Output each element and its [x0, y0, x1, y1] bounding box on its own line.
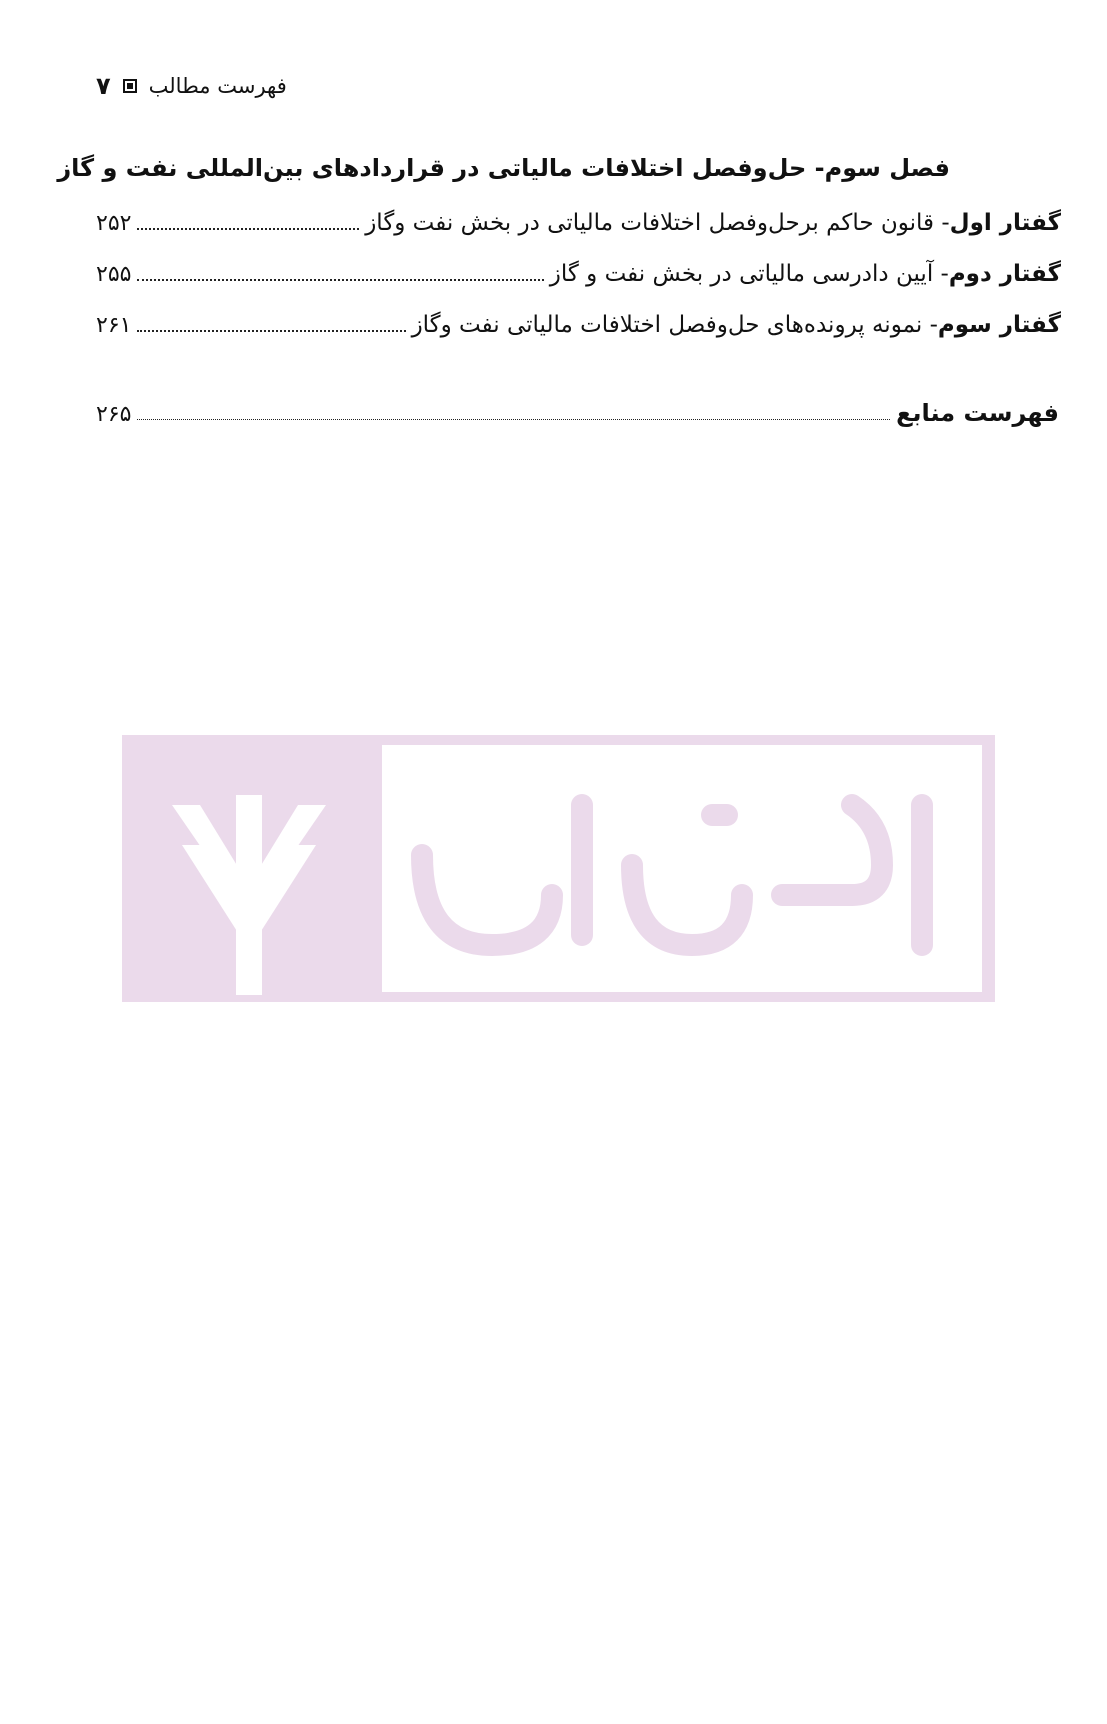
watermark-text-icon [382, 745, 982, 992]
toc-item-3[interactable] [96, 312, 1061, 338]
toc-text: - آیین دادرسی مالیاتی در بخش نفت و گاز [549, 261, 949, 287]
toc-heading: گفتار سوم [937, 312, 1061, 338]
dot-leader [137, 279, 543, 281]
sources-label: فهرست منابع [896, 399, 1059, 427]
watermark-text-panel [382, 745, 982, 992]
toc-page-number: ۲۵۲ [96, 211, 132, 236]
page-header [96, 72, 287, 100]
toc-heading: گفتار دوم [948, 261, 1061, 287]
dot-leader [137, 330, 405, 332]
sources-page-number: ۲۶۵ [96, 402, 132, 427]
tree-logo-icon [132, 735, 372, 1002]
dot-leader [137, 228, 359, 230]
toc-text: - قانون حاکم برحل‌وفصل اختلافات مالیاتی در بخش نفت و‌گاز [365, 210, 950, 236]
page-number: ۷ [96, 72, 111, 100]
toc-page-number: ۲۵۵ [96, 262, 132, 287]
toc-sources[interactable] [96, 399, 1059, 427]
dot-leader [137, 419, 890, 420]
toc-heading: گفتار اول [949, 210, 1061, 236]
toc-item-2[interactable] [96, 261, 1061, 287]
header-section-title: فهرست مطالب [148, 74, 287, 98]
watermark [122, 735, 995, 1002]
toc-page-number: ۲۶۱ [96, 313, 132, 338]
chapter-title: فصل سوم- حل‌وفصل اختلافات مالیاتی در قراردادهای بین‌المللی نفت و گاز [57, 154, 950, 182]
toc-text: - نمونه پرونده‌های حل‌وفصل اختلافات مالیاتی نفت و‌گاز [411, 312, 938, 338]
square-bullet-icon [123, 79, 137, 93]
toc-item-1[interactable] [96, 210, 1061, 236]
